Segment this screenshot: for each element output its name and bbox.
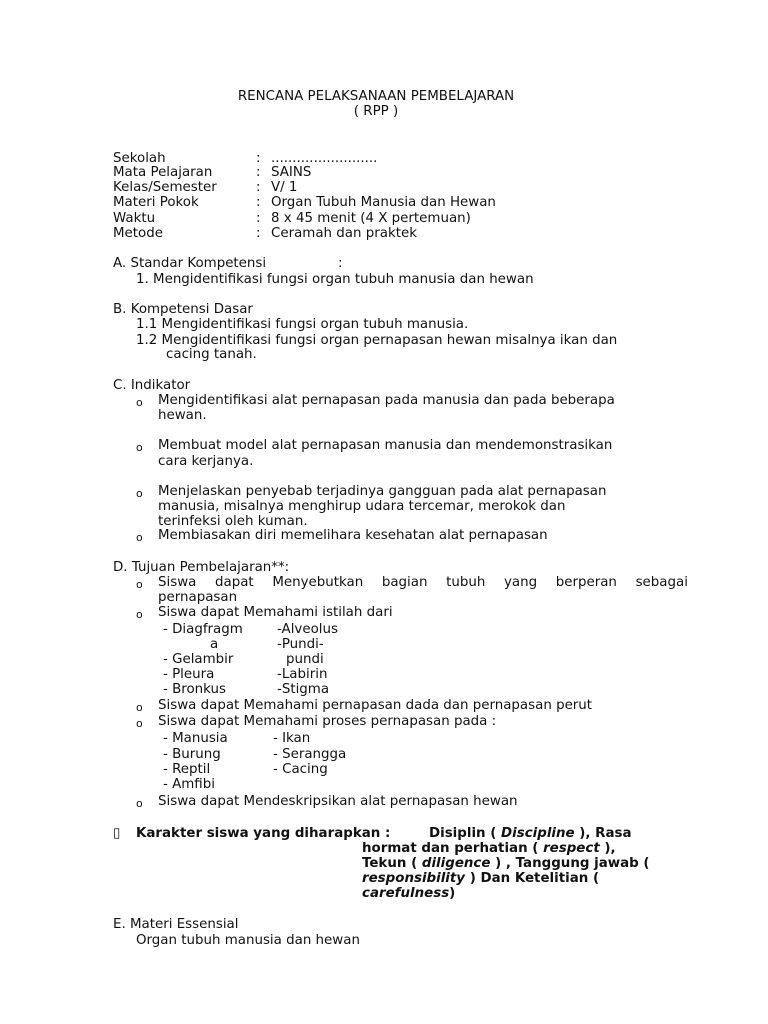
section-b-item: 1.2 Mengidentifikasi fungsi organ pernapasan hewan misalnya ikan dan [136, 333, 618, 348]
term-left: a [210, 637, 219, 652]
identity-label: Sekolah [113, 151, 166, 166]
karakter-line: hormat dan perhatian ( respect ), [362, 841, 616, 856]
animal-left: - Burung [163, 747, 221, 762]
section-a-heading: A. Standar Kompetensi [113, 256, 267, 271]
bullet-icon: o [136, 578, 143, 591]
bullet-icon: o [136, 531, 143, 544]
objective-item: Siswa dapat Mendeskripsikan alat pernapasan hewan [158, 794, 518, 809]
animal-left: - Amfibi [163, 777, 215, 792]
identity-value: SAINS [271, 165, 312, 180]
document-subtitle: ( RPP ) [353, 104, 399, 119]
identity-value: Ceramah dan praktek [271, 226, 417, 241]
indicator-item: Mengidentifikasi alat pernapasan pada manusia dan pada beberapa [158, 393, 615, 408]
identity-colon: : [256, 226, 261, 241]
identity-label: Materi Pokok [113, 195, 199, 210]
identity-colon: : [256, 180, 261, 195]
objective-word: Siswa [158, 575, 197, 590]
identity-value: 8 x 45 menit (4 X pertemuan) [271, 211, 471, 226]
indicator-item: Membiasakan diri memelihara kesehatan alat pernapasan [158, 528, 548, 543]
bullet-icon: o [136, 717, 143, 730]
karakter-line: Tekun ( diligence ) , Tanggung jawab ( [362, 856, 650, 871]
objective-item: Siswa dapat Memahami istilah dari [158, 605, 393, 620]
identity-value: Organ Tubuh Manusia dan Hewan [271, 195, 496, 210]
bullet-icon: o [136, 701, 143, 714]
identity-label: Mata Pelajaran [113, 165, 213, 180]
term-right: -Stigma [277, 682, 330, 697]
term-left: - Pleura [163, 667, 215, 682]
identity-label: Metode [113, 226, 163, 241]
animal-right: - Ikan [273, 731, 311, 746]
animal-left: - Reptil [163, 762, 211, 777]
karakter-marker-icon: ▯ [113, 826, 121, 841]
identity-label: Kelas/Semester [113, 180, 217, 195]
objective-item-cont: pernapasan [158, 590, 238, 605]
identity-colon: : [256, 195, 261, 210]
identity-value: ......................... [271, 151, 378, 166]
term-left: - Bronkus [163, 682, 226, 697]
indicator-item: Membuat model alat pernapasan manusia dan mendemonstrasikan [158, 438, 613, 453]
term-right: -Pundi- [277, 637, 324, 652]
bullet-icon: o [136, 441, 143, 454]
animal-right: - Cacing [273, 762, 328, 777]
indicator-item-cont: manusia, misalnya menghirup udara tercemar, merokok dan [158, 499, 566, 514]
indicator-item-cont: cara kerjanya. [158, 454, 254, 469]
section-a-colon: : [338, 256, 343, 271]
objective-word: dapat [215, 575, 254, 590]
objective-word: berperan [555, 575, 617, 590]
identity-label: Waktu [113, 211, 156, 226]
karakter-line: responsibility ) Dan Ketelitian ( [362, 871, 600, 886]
karakter-label: Karakter siswa yang diharapkan : [136, 826, 391, 841]
objective-word: bagian [381, 575, 428, 590]
animal-right: - Serangga [273, 747, 347, 762]
term-right: -Labirin [277, 667, 328, 682]
indicator-item-cont: terinfeksi oleh kuman. [158, 514, 308, 529]
term-right: pundi [286, 652, 324, 667]
indicator-item: Menjelaskan penyebab terjadinya gangguan pada alat pernapasan [158, 484, 607, 499]
identity-colon: : [256, 151, 261, 166]
bullet-icon: o [136, 608, 143, 621]
karakter-line: carefulness) [362, 886, 456, 901]
bullet-icon: o [136, 396, 143, 409]
objective-item: Siswa dapat Memahami pernapasan dada dan pernapasan perut [158, 698, 593, 713]
section-b-item-cont: cacing tanah. [166, 347, 257, 362]
section-e-item: Organ tubuh manusia dan hewan [136, 933, 360, 948]
term-left: - Diagfragm [163, 622, 243, 637]
section-a-item: 1. Mengidentifikasi fungsi organ tubuh manusia dan hewan [136, 272, 534, 287]
objective-word: sebagai [635, 575, 688, 590]
identity-value: V/ 1 [271, 180, 298, 195]
objective-item [158, 575, 688, 590]
karakter-line: Disiplin ( Discipline ), Rasa [429, 826, 632, 841]
objective-word: Menyebutkan [272, 575, 364, 590]
objective-word: yang [503, 575, 538, 590]
section-c-heading: C. Indikator [113, 378, 191, 393]
objective-item: Siswa dapat Memahami proses pernapasan pada : [158, 714, 497, 729]
identity-colon: : [256, 211, 261, 226]
identity-colon: : [256, 165, 261, 180]
objective-word: tubuh [446, 575, 486, 590]
section-e-heading: E. Materi Essensial [113, 917, 239, 932]
section-b-heading: B. Kompetensi Dasar [113, 302, 253, 317]
indicator-item-cont: hewan. [158, 408, 207, 423]
section-b-item: 1.1 Mengidentifikasi fungsi organ tubuh manusia. [136, 317, 469, 332]
bullet-icon: o [136, 487, 143, 500]
document-title: RENCANA PELAKSANAAN PEMBELAJARAN [237, 89, 515, 104]
term-right: -Alveolus [277, 622, 338, 637]
section-d-heading: D. Tujuan Pembelajaran**: [113, 560, 290, 575]
animal-left: - Manusia [163, 731, 228, 746]
term-left: - Gelambir [163, 652, 234, 667]
bullet-icon: o [136, 797, 143, 810]
